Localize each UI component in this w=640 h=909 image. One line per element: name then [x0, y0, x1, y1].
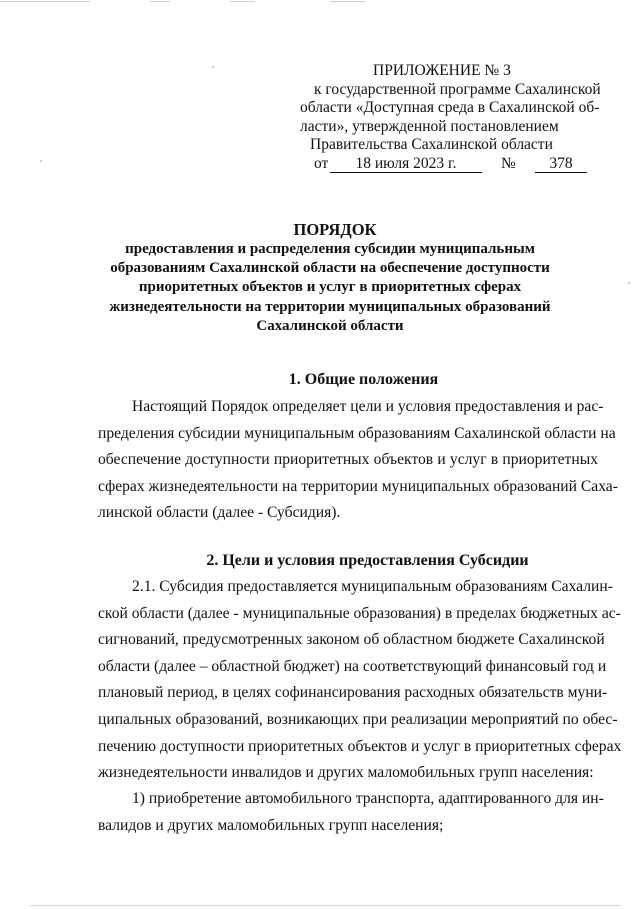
paragraph-line: 1) приобретение автомобильного транспорта, адаптированного для ин-	[132, 790, 604, 807]
section-1-paragraph	[98, 394, 618, 527]
section-1-heading: 1. Общие положения	[288, 371, 439, 388]
scan-speck	[40, 160, 42, 162]
appendix-line: Правительства Сахалинской области	[310, 136, 553, 154]
paragraph-line: сигнований, предусмотренных законом об областном бюджете Сахалинской	[98, 631, 605, 649]
section-2-heading: 2. Цели и условия предоставления Субсидии	[206, 552, 529, 569]
resolution-date-row	[300, 155, 600, 174]
resolution-number: 378	[535, 155, 587, 173]
title-sub-line: приоритетных объектов и услуг в приоритетных сферах	[138, 279, 522, 296]
title-main: ПОРЯДОК	[293, 220, 377, 239]
title-sub-line: образованиям Сахалинской области на обеспечение доступности	[110, 260, 550, 277]
paragraph-line: обеспечение доступности приоритетных объектов и услуг в приоритетных	[98, 451, 598, 469]
paragraph-line: пределения субсидии муниципальным образованиям Сахалинской области на	[98, 424, 616, 442]
appendix-line: ласти», утвержденной постановлением	[300, 117, 559, 135]
paragraph-line: плановый период, в целях софинансирования расходных обязательств муни-	[98, 684, 608, 702]
number-prefix: №	[501, 154, 516, 172]
scan-edge-top	[0, 0, 640, 4]
scan-edge-bottom	[30, 905, 620, 906]
title-sub-line: предоставления и распределения субсидии муниципальным	[125, 241, 535, 257]
paragraph-line: Настоящий Порядок определяет цели и условия предоставления и рас-	[132, 398, 604, 415]
scan-speck	[212, 66, 214, 68]
appendix-line: к государственной программе Сахалинской	[314, 80, 601, 98]
paragraph-line: ципальных образований, возникающих при реализации мероприятий по обес-	[98, 710, 618, 728]
paragraph-line: 2.1. Субсидия предоставляется муниципальным образованиям Сахалин-	[132, 578, 613, 595]
title-sub-line: Сахалинской области	[256, 317, 404, 334]
appendix-heading: ПРИЛОЖЕНИЕ № 3	[373, 62, 511, 79]
title-sub-line: жизнедеятельности на территории муниципальных образований	[109, 298, 551, 315]
appendix-line: области «Доступная среда в Сахалинской об-	[300, 99, 600, 117]
paragraph-line: сферах жизнедеятельности на территории муниципальных образований Саха-	[98, 477, 618, 495]
paragraph-line: валидов и других маломобильных групп населения;	[98, 816, 444, 834]
date-prefix: от	[314, 154, 329, 172]
document-title	[0, 220, 640, 336]
list-item-1	[98, 786, 604, 839]
section-2-paragraph	[98, 574, 622, 787]
paragraph-line: ской области (далее - муниципальные образования) в пределах бюджетных ас-	[98, 604, 621, 622]
paragraph-line: печению доступности приоритетных объектов и услуг в приоритетных сферах	[98, 737, 622, 755]
resolution-date: 18 июля 2023 г.	[330, 155, 482, 173]
paragraph-line: жизнедеятельности инвалидов и других маломобильных групп населения:	[98, 764, 594, 782]
appendix-block	[300, 62, 600, 174]
paragraph-line: области (далее – областной бюджет) на соответствующий финансовый год и	[98, 657, 607, 675]
paragraph-line: линской области (далее - Субсидия).	[98, 504, 341, 522]
